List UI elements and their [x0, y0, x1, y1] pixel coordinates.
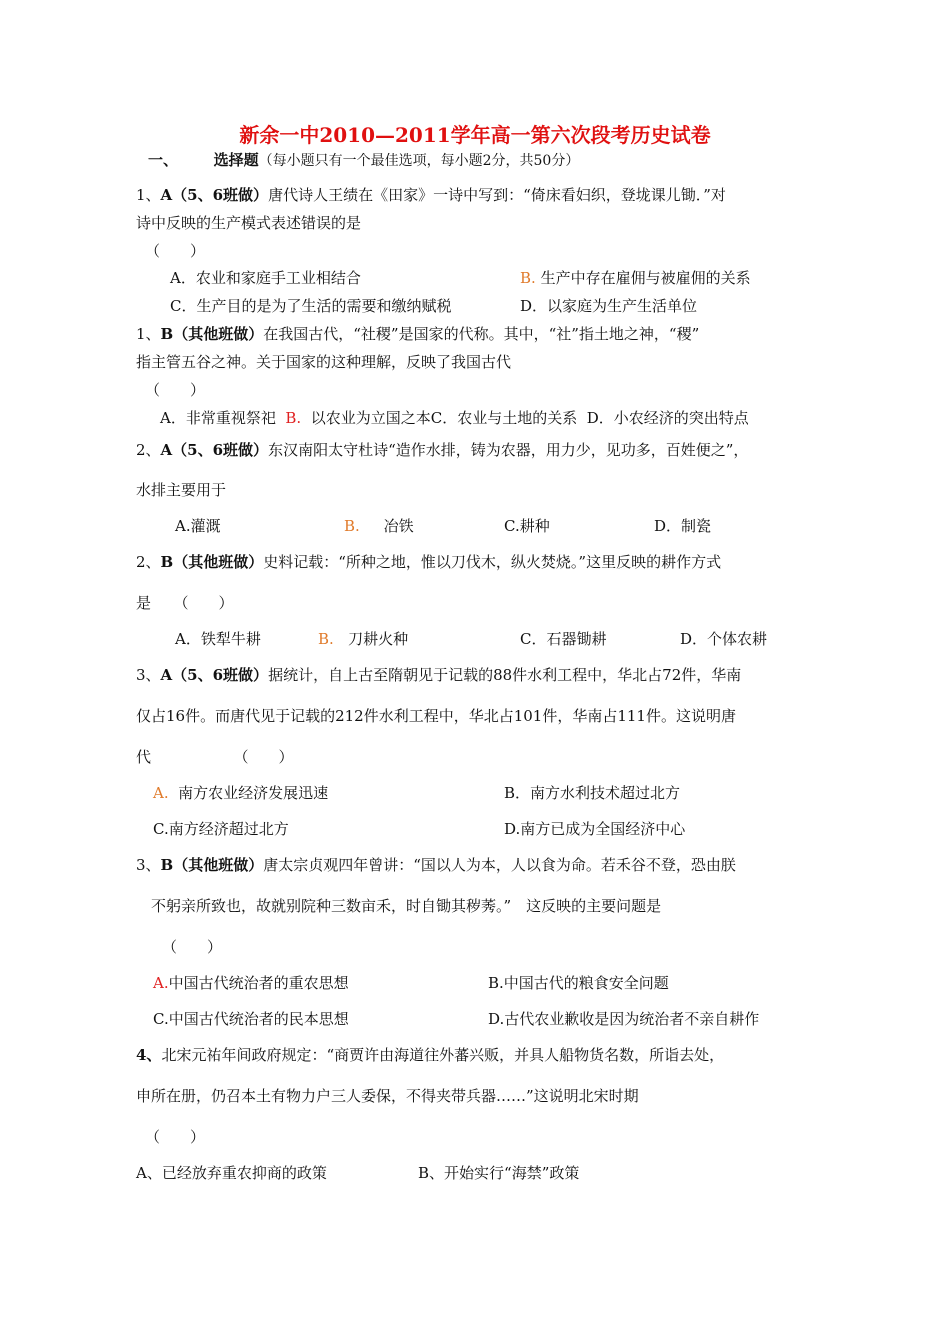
q1b-line1: [136, 324, 699, 344]
q3b-option-a: [153, 973, 349, 993]
q1b-option-b-text: 以农业为立国之本: [310, 409, 431, 427]
q3a-option-c: C.南方经济超过北方: [153, 820, 289, 838]
q1a-stem-2: 诗中反映的生产模式表述错误的是: [136, 214, 362, 232]
q2a-option-b: [344, 516, 414, 536]
q1a-option-b: [520, 268, 751, 288]
q4-option-b: B、开始实行“海禁”政策: [418, 1164, 580, 1182]
q3a-option-b: B．南方水利技术超过北方: [504, 784, 681, 802]
q3b-stem-1: 唐太宗贞观四年曾讲：“国以人为本，人以食为命。若禾谷不登，恐由朕: [263, 856, 736, 874]
q2a-tag: A（5、6班做）: [160, 441, 269, 459]
q2a-stem-2: 水排主要用于: [136, 481, 227, 499]
q2a-stem-1: 东汉南阳太守杜诗“造作水排，铸为农器，用力少，见功多，百姓便之”，: [268, 441, 749, 459]
q3b-option-a-letter: A.: [153, 974, 169, 992]
q2a-line1: [136, 440, 748, 460]
q3b-option-b: B.中国古代的粮食安全问题: [488, 974, 669, 992]
q3a-option-d: D.南方已成为全国经济中心: [504, 820, 686, 838]
q3b-stem-2: 不躬亲所致也，故就别院种三数亩禾，时自锄其秽莠。” 这反映的主要问题是: [151, 897, 662, 915]
q3a-option-a: [153, 783, 328, 803]
q1b-options: [160, 408, 749, 428]
q1b-number: 1、: [136, 325, 161, 343]
q3b-option-d: D.古代农业歉收是因为统治者不亲自耕作: [488, 1010, 760, 1028]
q1b-option-a: A．非常重视祭祀: [160, 409, 276, 427]
q3b-tag: B（其他班做）: [160, 856, 264, 874]
q4-stem-2: 申所在册，仍召本土有物力户三人委保，不得夹带兵器……”这说明北宋时期: [136, 1087, 639, 1105]
q3b-answer-paren: （ ）: [162, 938, 223, 956]
q1b-tag: B（其他班做）: [160, 325, 264, 343]
q2b-tag: B（其他班做）: [160, 553, 264, 571]
q3a-stem-2: 仅占16件。而唐代见于记载的212件水利工程中，华北占101件，华南占111件。这说明唐: [136, 707, 736, 725]
section-desc: （每小题只有一个最佳选项，每小题2分，共50分）: [258, 153, 580, 169]
q1b-stem-2: 指主管五谷之神。关于国家的这种理解，反映了我国古代: [136, 353, 512, 371]
q2b-line1: [136, 552, 721, 572]
q1a-option-d: D．以家庭为生产生活单位: [520, 297, 698, 315]
q2b-option-b: [318, 629, 408, 649]
q1b-option-c: C．农业与土地的关系: [430, 409, 578, 427]
q3a-tag: A（5、6班做）: [160, 666, 269, 684]
q2b-number: 2、: [136, 553, 161, 571]
q3a-stem-3: 代 （ ）: [136, 748, 294, 766]
q1b-option-d: D．小农经济的突出特点: [586, 409, 749, 427]
q3a-option-a-letter: A.: [153, 784, 169, 802]
q2b-stem-1: 史料记载：“所种之地，惟以刀伐木，纵火焚烧。”这里反映的耕作方式: [263, 553, 722, 571]
q2b-stem-2: 是 （ ）: [136, 594, 234, 612]
q3a-stem-1: 据统计，自上古至隋朝见于记载的88件水利工程中，华北占72件，华南: [268, 666, 742, 684]
q2b-option-d: D．个体农耕: [680, 630, 768, 648]
q3b-option-c: C.中国古代统治者的民本思想: [153, 1010, 349, 1028]
q1a-number: 1、: [136, 186, 161, 204]
q4-number: 4、: [136, 1046, 162, 1064]
q2a-option-a: A.灌溉: [175, 517, 221, 535]
q2a-option-d: D．制瓷: [654, 517, 712, 535]
q2a-number: 2、: [136, 441, 161, 459]
q2a-option-c: C.耕种: [504, 517, 550, 535]
section-heading: [148, 150, 579, 171]
q3b-number: 3、: [136, 856, 161, 874]
q1b-option-b-letter: B.: [285, 409, 302, 427]
q3a-number: 3、: [136, 666, 161, 684]
q4-stem-1: 北宋元祐年间政府规定：“商贾许由海道往外蕃兴贩，并具人船物货名数，所诣去处，: [161, 1046, 725, 1064]
section-number: 一、: [148, 151, 179, 169]
exam-title: 新余一中2010—2011学年高一第六次段考历史试卷: [239, 123, 711, 147]
q4-answer-paren: （ ）: [145, 1128, 206, 1146]
q1b-answer-paren: （ ）: [145, 381, 206, 399]
q2b-option-a: A．铁犁牛耕: [175, 630, 261, 648]
q1a-option-c: C．生产目的是为了生活的需要和缴纳赋税: [170, 297, 452, 315]
q3a-option-a-text: 南方农业经济发展迅速: [178, 784, 329, 802]
q2b-option-c: C．石器锄耕: [520, 630, 607, 648]
q1a-answer-paren: （ ）: [145, 242, 206, 260]
q1a-option-b-letter: B.: [520, 269, 536, 287]
q3b-option-a-text: 中国古代统治者的重农思想: [168, 974, 349, 992]
section-name: 选择题: [213, 151, 259, 169]
q1a-tag: A（5、6班做）: [160, 186, 269, 204]
q2b-option-b-text: 刀耕火种: [348, 630, 409, 648]
q1a-option-a: A．农业和家庭手工业相结合: [170, 269, 361, 287]
q1a-option-b-text: 生产中存在雇佣与被雇佣的关系: [540, 269, 751, 287]
q3b-line1: [136, 855, 736, 875]
q4-line1: [136, 1045, 724, 1065]
q1b-stem-1: 在我国古代，“社稷”是国家的代称。其中，“社”指土地之神，“稷”: [263, 325, 700, 343]
q2a-option-b-text: 冶铁: [383, 517, 414, 535]
q3a-line1: [136, 665, 741, 685]
q1a-stem-1: 唐代诗人王绩在《田家》一诗中写到：“倚床看妇织，登垅课儿锄．”对: [268, 186, 726, 204]
q1a-line1: [136, 185, 726, 205]
q4-option-a: A、已经放弃重农抑商的政策: [136, 1164, 327, 1182]
q2b-option-b-letter: B.: [318, 630, 334, 648]
q2a-option-b-letter: B.: [344, 517, 360, 535]
